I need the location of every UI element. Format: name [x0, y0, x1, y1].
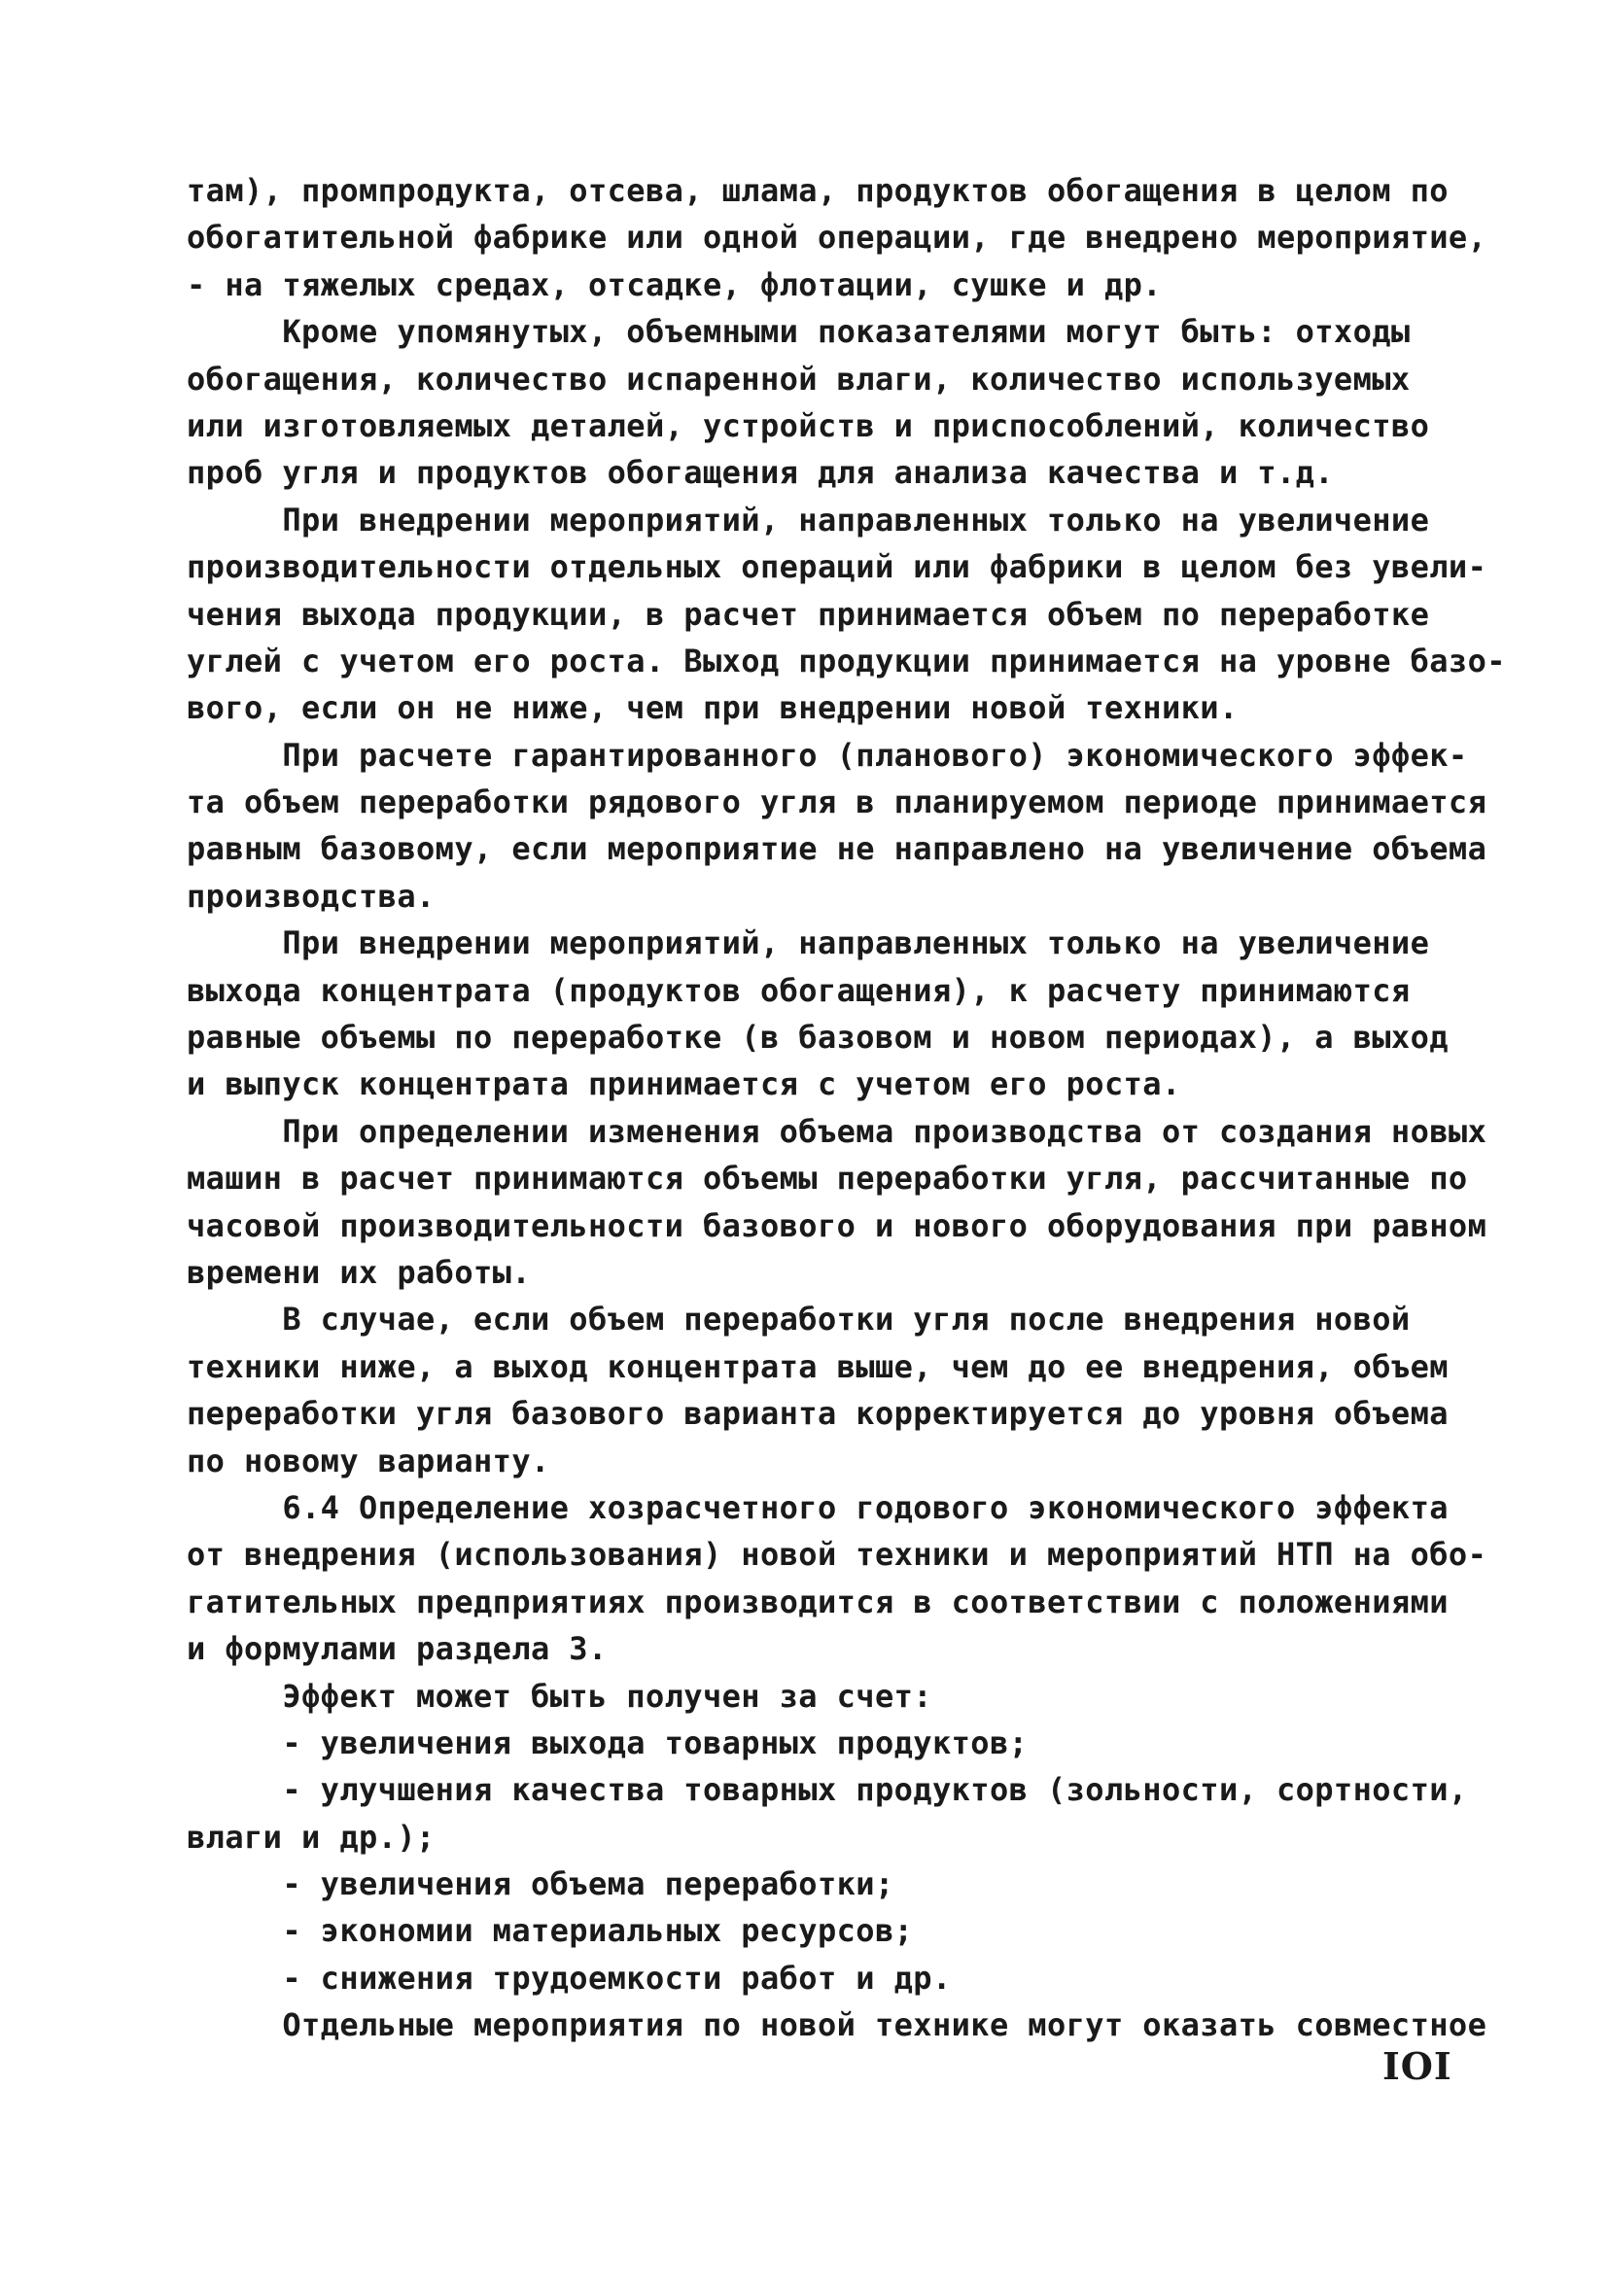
text-line: машин в расчет принимаются объемы переработки угля, рассчитанные по [187, 1160, 1468, 1198]
text-line: производства. [187, 877, 436, 915]
text-line: и выпуск концентрата принимается с учетом его роста. [187, 1065, 1181, 1103]
text-line: от внедрения (использования) новой техники и мероприятий НТП на обо- [187, 1536, 1487, 1574]
text-line: обогащения, количество испаренной влаги, количество используемых [187, 360, 1411, 398]
text-line: часовой производительности базового и нового оборудования при равном [187, 1206, 1487, 1244]
text-line: та объем переработки рядового угля в планируемом периоде принимается [187, 783, 1487, 821]
text-line: При расчете гарантированного (планового) экономического эффек- [187, 736, 1468, 774]
text-line: углей с учетом его роста. Выход продукции принимается на уровне базо- [187, 642, 1506, 679]
text-line: переработки угля базового варианта корректируется до уровня объема [187, 1395, 1449, 1433]
text-line: - улучшения качества товарных продуктов (зольности, сортности, [187, 1771, 1468, 1809]
text-line: вого, если он не ниже, чем при внедрении новой техники. [187, 689, 1239, 727]
text-line: - снижения трудоемкости работ и др. [187, 1959, 952, 1997]
text-line: При внедрении мероприятий, направленных только на увеличение [187, 501, 1430, 539]
text-line: 6.4 Определение хозрасчетного годового экономического эффекта [187, 1488, 1449, 1526]
text-line: или изготовляемых деталей, устройств и приспособлений, количество [187, 406, 1430, 444]
text-line: Эффект может быть получен за счет: [187, 1677, 932, 1715]
text-line: чения выхода продукции, в расчет принимается объем по переработке [187, 595, 1430, 633]
text-line: равным базовому, если мероприятие не направлено на увеличение объема [187, 830, 1487, 868]
text-line: по новому варианту. [187, 1442, 550, 1479]
text-line: В случае, если объем переработки угля после внедрения новой [187, 1301, 1411, 1339]
text-line: При внедрении мероприятий, направленных только на увеличение [187, 924, 1430, 962]
text-line: Кроме упомянутых, объемными показателями могут быть: отходы [187, 313, 1411, 351]
body-text [187, 167, 1506, 2049]
text-line: и формулами раздела 3. [187, 1630, 608, 1668]
text-line: влаги и др.); [187, 1818, 436, 1856]
page-number: IOI [1382, 2044, 1452, 2088]
text-line: обогатительной фабрике или одной операции, где внедрено мероприятие, [187, 219, 1487, 257]
text-line: выхода концентрата (продуктов обогащения), к расчету принимаются [187, 971, 1411, 1009]
text-line: техники ниже, а выход концентрата выше, чем до ее внедрения, объем [187, 1347, 1449, 1385]
text-line: там), промпродукта, отсева, шлама, продуктов обогащения в целом по [187, 172, 1449, 209]
text-line: проб угля и продуктов обогащения для анализа качества и т.д. [187, 454, 1334, 492]
text-line: - экономии материальных ресурсов; [187, 1912, 914, 1950]
text-line: времени их работы. [187, 1253, 531, 1291]
text-line: Отдельные мероприятия по новой технике могут оказать совместное [187, 2006, 1487, 2044]
text-line: гатительных предприятиях производится в соответствии с положениями [187, 1583, 1449, 1620]
text-line: производительности отдельных операций или фабрики в целом без увели- [187, 548, 1487, 586]
text-line: - на тяжелых средах, отсадке, флотации, сушке и др. [187, 265, 1162, 303]
text-line: равные объемы по переработке (в базовом и новом периодах), а выход [187, 1019, 1449, 1057]
text-line: - увеличения объема переработки; [187, 1865, 894, 1903]
text-line: - увеличения выхода товарных продуктов; [187, 1723, 1029, 1761]
text-line: При определении изменения объема производства от создания новых [187, 1112, 1487, 1150]
